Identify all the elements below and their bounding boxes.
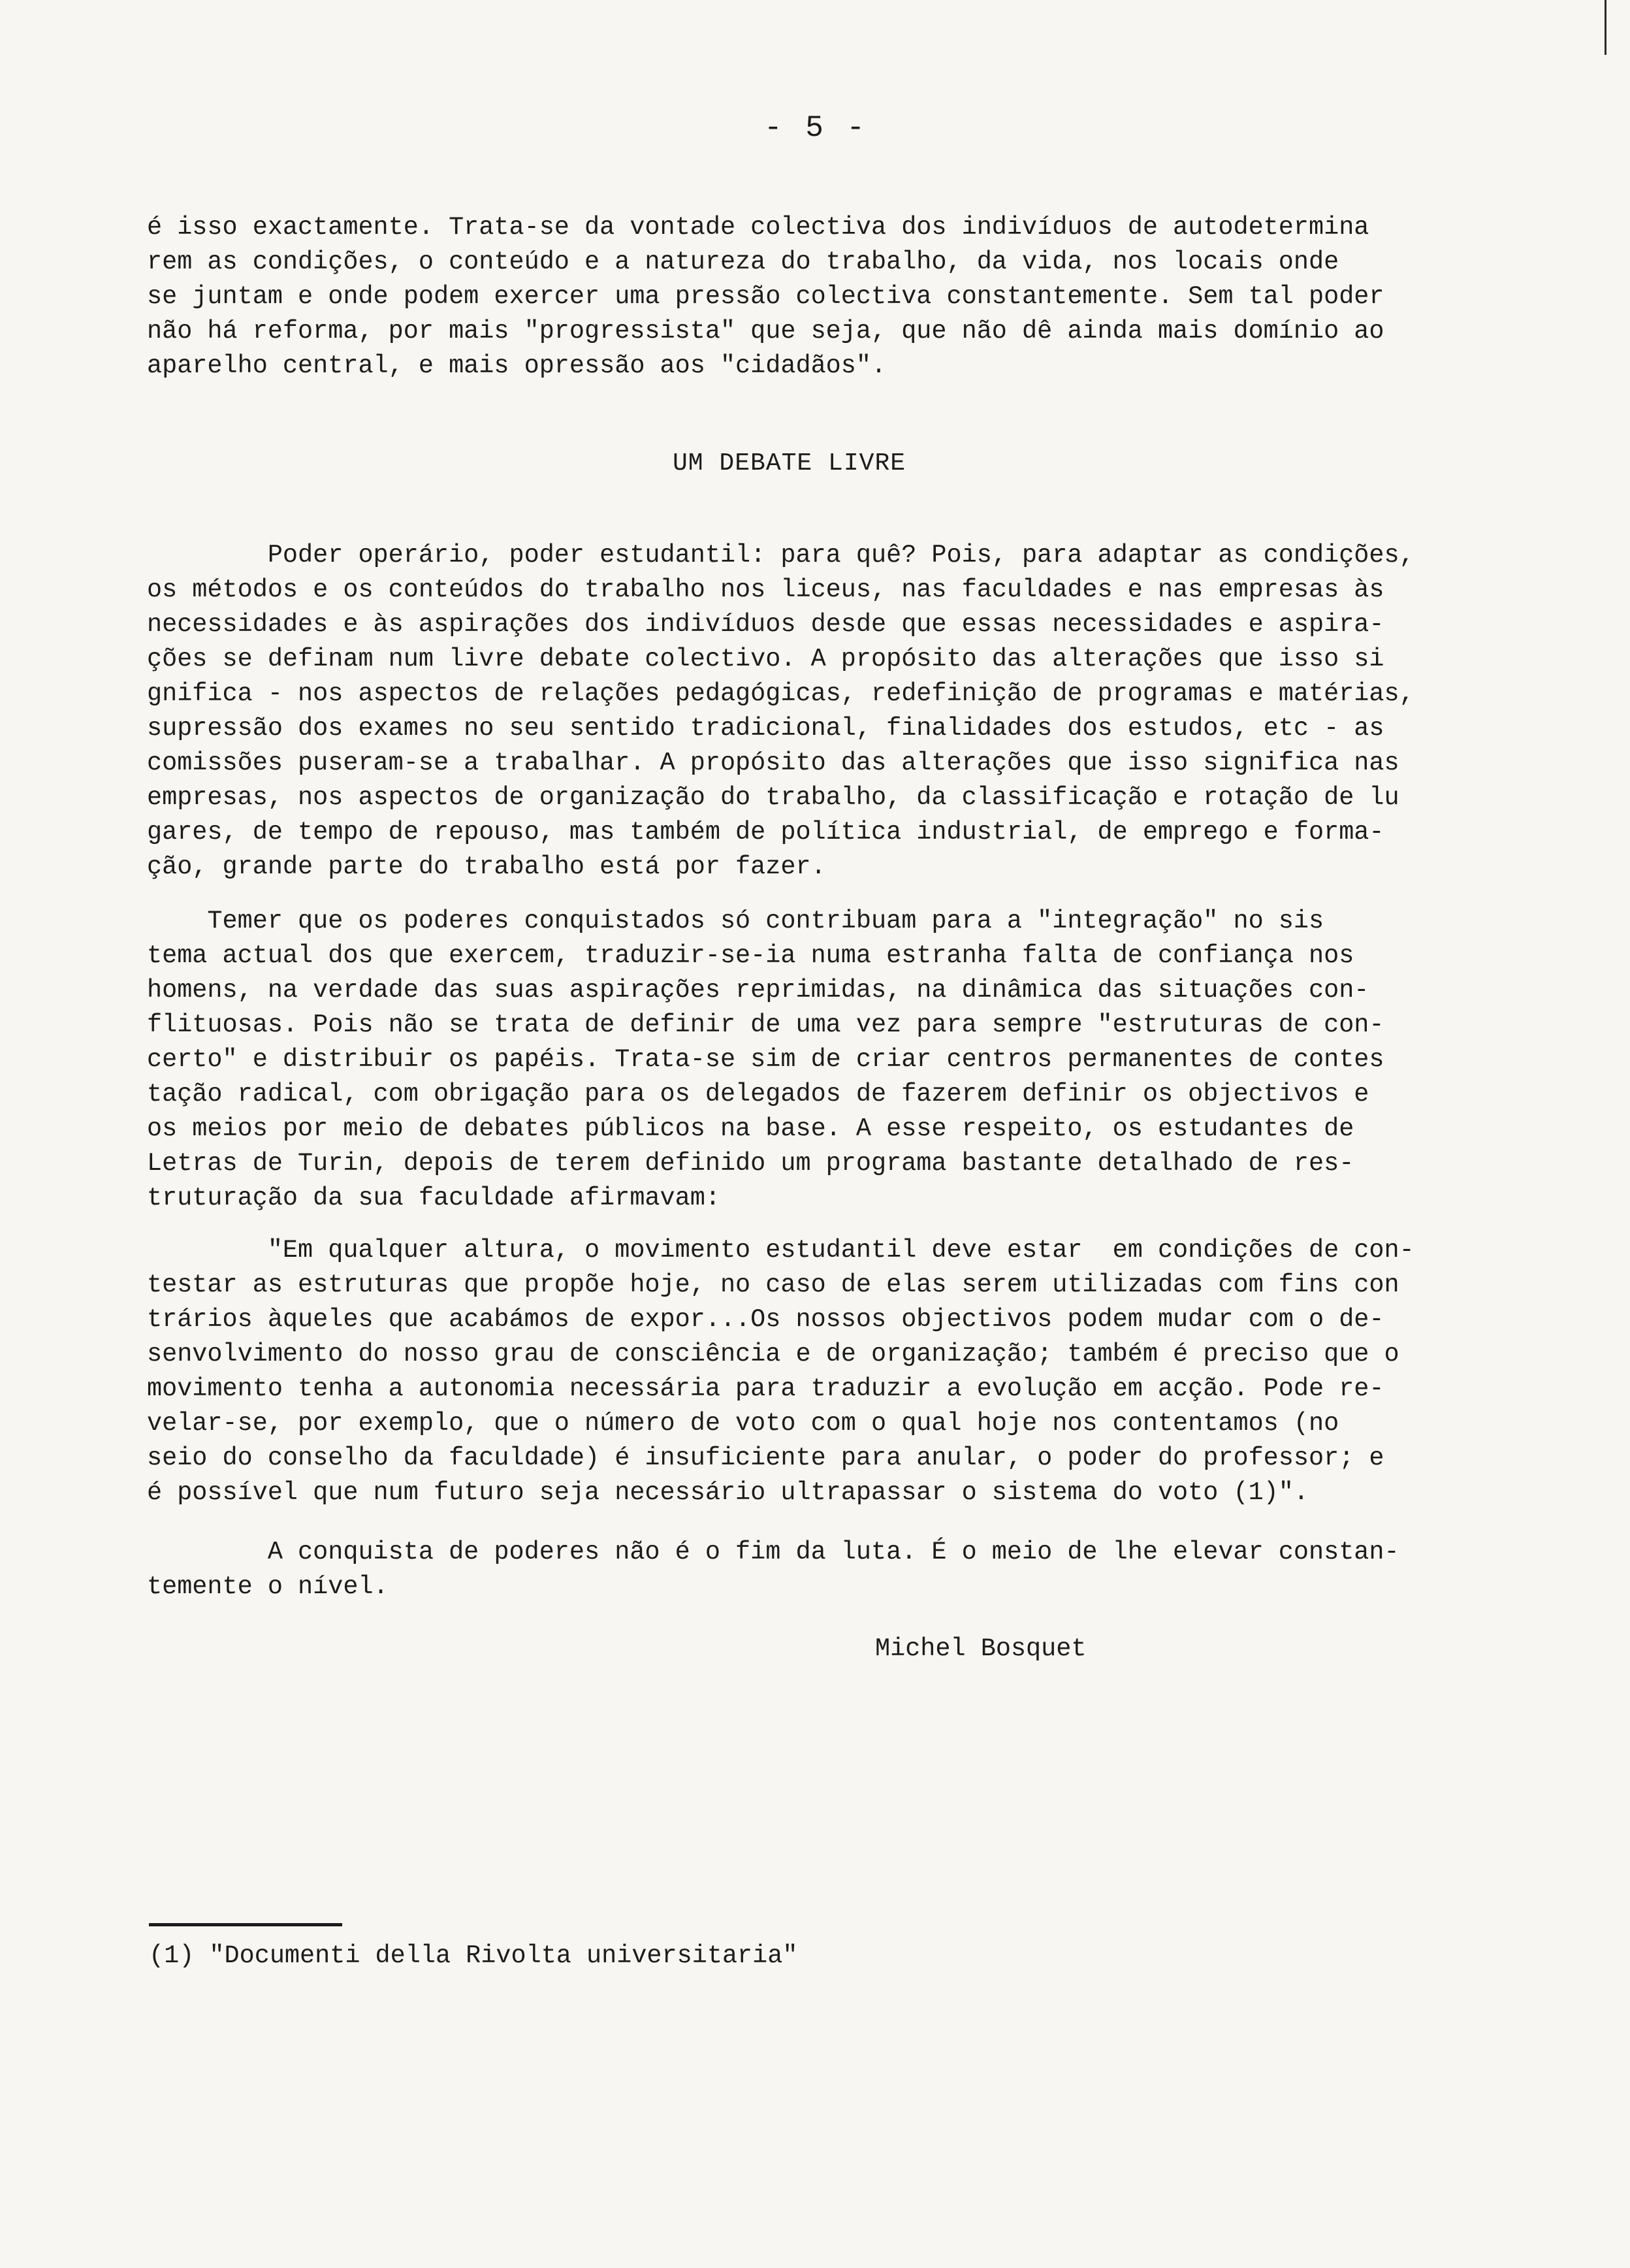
paragraph-temer: Temer que os poderes conquistados só contribuam para a "integração" no sis tema actual dos que exercem, traduzir-se-ia numa estranha falta de confiança nos homens, na verdade das suas aspirações reprimidas, na dinâmica das situações con- flituosas. Pois não se trata de definir de uma vez para sempre "estruturas de con- certo" e distribuir os papéis. Trata-se sim de criar centros permanentes de contes tação radical, com obrigação para os delegados de fazerem definir os objectivos e os meios por meio de debates públicos na base. A esse respeito, os estudantes de Letras de Turin, depois de terem definido um programa bastante detalhado de res- truturação da sua faculdade afirmavam: [147,907,1384,1212]
quotation-paragraph: "Em qualquer altura, o movimento estudantil deve estar em condições de con- testar as estruturas que propõe hoje, no caso de elas serem utilizadas com fins con trários àqueles que acabámos de expor...Os nossos objectivos podem mudar com o de- senvolvimento do nosso grau de consciência e de organização; também é preciso que o movimento tenha a autonomia necessária para traduzir a evolução em acção. Pode re- velar-se, por exemplo, que o número de voto com o qual hoje nos contentamos (no seio do conselho da faculdade) é insuficiente para anular, o poder do professor; e é possível que num futuro seja necessário ultrapassar o sistema do voto (1)". [147,1236,1414,1507]
author-signature: Michel Bosquet [875,1634,1087,1663]
paragraph-poder-operario: Poder operário, poder estudantil: para quê? Pois, para adaptar as condições, os métodos e os conteúdos do trabalho nos liceus, nas faculdades e nas empresas às necessidades e às aspirações dos indivíduos desde que essas necessidades e aspira- ções se definam num livre debate colectivo. A propósito das alterações que isso si gnifica - nos aspectos de relações pedagógicas, redefinição de programas e matérias, supressão dos exames no seu sentido tradicional, finalidades dos estudos, etc - as comissões puseram-se a trabalhar. A propósito das alterações que isso significa nas empresas, nos aspectos de organização do trabalho, da classificação e rotação de lu gares, de tempo de repouso, mas também de política industrial, de emprego e forma- ção, grande parte do trabalho está por fazer. [147,541,1414,881]
footnote-divider [149,1923,342,1926]
section-heading: UM DEBATE LIVRE [673,449,906,478]
page-number: - 5 - [764,111,868,145]
paragraph-conclusion: A conquista de poderes não é o fim da luta. É o meio de lhe elevar constan- temente o nível. [147,1538,1399,1601]
paragraph-intro: é isso exactamente. Trata-se da vontade colectiva dos indivíduos de autodetermina rem as condições, o conteúdo e a natureza do trabalho, da vida, nos locais onde se juntam e onde podem exercer uma pressão colectiva constantemente. Sem tal poder não há reforma, por mais "progressista" que seja, que não dê ainda mais domínio ao aparelho central, e mais opressão aos "cidadãos". [147,213,1384,380]
margin-mark [1605,0,1606,55]
footnote: (1) "Documenti della Rivolta universitaria" [149,1941,798,1970]
